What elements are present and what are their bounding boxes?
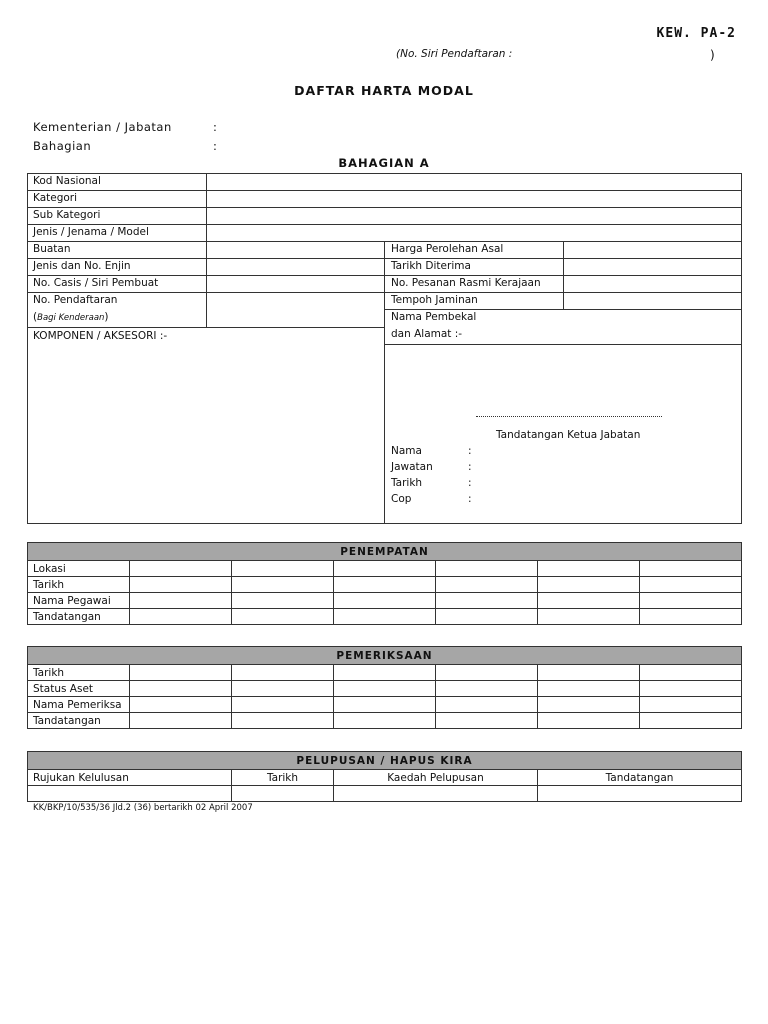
table-header-row bbox=[28, 770, 742, 786]
cell[interactable] bbox=[640, 593, 742, 609]
cell[interactable] bbox=[538, 561, 640, 577]
sub-kategori-label: Sub Kategori bbox=[33, 209, 101, 221]
sig-cop-colon: : bbox=[468, 493, 472, 505]
cell[interactable] bbox=[538, 713, 640, 729]
cell[interactable] bbox=[538, 786, 742, 802]
form-code: KEW. PA-2 bbox=[656, 26, 736, 41]
cell[interactable] bbox=[232, 713, 334, 729]
divider bbox=[28, 327, 384, 328]
cell[interactable] bbox=[538, 593, 640, 609]
table-row bbox=[28, 697, 742, 713]
siri-close-paren: ) bbox=[710, 48, 715, 62]
sig-jawatan-label: Jawatan bbox=[391, 461, 433, 473]
pembekal-label: Nama Pembekal bbox=[391, 311, 477, 323]
cell[interactable] bbox=[334, 561, 436, 577]
cell[interactable] bbox=[334, 697, 436, 713]
pelupusan-table bbox=[27, 751, 742, 802]
cell[interactable] bbox=[436, 593, 538, 609]
sig-nama-colon: : bbox=[468, 445, 472, 457]
cell[interactable] bbox=[130, 561, 232, 577]
cell[interactable] bbox=[334, 577, 436, 593]
cell[interactable] bbox=[538, 577, 640, 593]
kementerian-colon: : bbox=[213, 120, 217, 134]
cell[interactable] bbox=[640, 713, 742, 729]
bagi-kenderaan-note: (Bagi Kenderaan) bbox=[33, 311, 109, 323]
enjin-label: Jenis dan No. Enjin bbox=[33, 260, 131, 272]
cell[interactable] bbox=[436, 561, 538, 577]
tarikh-diterima-label: Tarikh Diterima bbox=[391, 260, 471, 272]
divider bbox=[563, 241, 564, 309]
divider bbox=[28, 224, 741, 225]
section-a-title: BAHAGIAN A bbox=[338, 156, 430, 170]
cell[interactable] bbox=[436, 713, 538, 729]
alamat-label: dan Alamat :- bbox=[391, 328, 463, 340]
pendaftaran-label: No. Pendaftaran bbox=[33, 294, 118, 306]
buatan-label: Buatan bbox=[33, 243, 71, 255]
row-label: Tandatangan bbox=[28, 609, 130, 625]
cell[interactable] bbox=[334, 681, 436, 697]
casis-label: No. Casis / Siri Pembuat bbox=[33, 277, 159, 289]
col-tarikh: Tarikh bbox=[232, 770, 334, 786]
pemeriksaan-title: PEMERIKSAAN bbox=[28, 647, 742, 665]
cell[interactable] bbox=[538, 697, 640, 713]
divider bbox=[384, 309, 741, 310]
sig-jawatan-colon: : bbox=[468, 461, 472, 473]
pesanan-label: No. Pesanan Rasmi Kerajaan bbox=[391, 277, 541, 289]
cell[interactable] bbox=[130, 577, 232, 593]
cell[interactable] bbox=[334, 713, 436, 729]
sig-tarikh-colon: : bbox=[468, 477, 472, 489]
cell[interactable] bbox=[640, 561, 742, 577]
signature-caption: Tandatangan Ketua Jabatan bbox=[496, 429, 641, 441]
cell[interactable] bbox=[640, 577, 742, 593]
footer-reference: KK/BKP/10/535/36 Jld.2 (36) bertarikh 02 April 2007 bbox=[33, 803, 253, 813]
jenis-model-label: Jenis / Jenama / Model bbox=[33, 226, 149, 238]
cell[interactable] bbox=[334, 593, 436, 609]
col-rujukan: Rujukan Kelulusan bbox=[28, 770, 232, 786]
table-row bbox=[28, 577, 742, 593]
section-a-form bbox=[27, 173, 742, 524]
cell[interactable] bbox=[538, 681, 640, 697]
cell[interactable] bbox=[130, 697, 232, 713]
cell[interactable] bbox=[334, 609, 436, 625]
penempatan-table bbox=[27, 542, 742, 625]
divider bbox=[28, 207, 741, 208]
row-label: Nama Pegawai bbox=[28, 593, 130, 609]
cell[interactable] bbox=[232, 609, 334, 625]
table-row bbox=[28, 786, 742, 802]
cell[interactable] bbox=[130, 665, 232, 681]
row-label: Nama Pemeriksa bbox=[28, 697, 130, 713]
cell[interactable] bbox=[436, 665, 538, 681]
cell[interactable] bbox=[130, 593, 232, 609]
cell[interactable] bbox=[640, 609, 742, 625]
komponen-label: KOMPONEN / AKSESORI :- bbox=[33, 330, 168, 342]
bagi-kenderaan-text: Bagi Kenderaan bbox=[37, 313, 105, 323]
row-label: Status Aset bbox=[28, 681, 130, 697]
cell[interactable] bbox=[436, 681, 538, 697]
sig-nama-label: Nama bbox=[391, 445, 422, 457]
cell[interactable] bbox=[436, 609, 538, 625]
page-title: DAFTAR HARTA MODAL bbox=[294, 83, 474, 98]
table-row bbox=[28, 681, 742, 697]
kategori-label: Kategori bbox=[33, 192, 78, 204]
cell[interactable] bbox=[640, 665, 742, 681]
cell[interactable] bbox=[28, 786, 232, 802]
cell[interactable] bbox=[334, 786, 538, 802]
cell[interactable] bbox=[436, 697, 538, 713]
cell[interactable] bbox=[130, 681, 232, 697]
table-row bbox=[28, 561, 742, 577]
cell[interactable] bbox=[130, 609, 232, 625]
sig-tarikh-label: Tarikh bbox=[391, 477, 423, 489]
kod-nasional-label: Kod Nasional bbox=[33, 175, 101, 187]
bahagian-colon: : bbox=[213, 139, 217, 153]
table-row bbox=[28, 665, 742, 681]
divider bbox=[384, 344, 741, 345]
cell[interactable] bbox=[232, 665, 334, 681]
row-label: Tarikh bbox=[28, 577, 130, 593]
cell[interactable] bbox=[538, 609, 640, 625]
divider bbox=[28, 190, 741, 191]
harga-label: Harga Perolehan Asal bbox=[391, 243, 504, 255]
cell[interactable] bbox=[232, 681, 334, 697]
table-row bbox=[28, 609, 742, 625]
penempatan-title: PENEMPATAN bbox=[28, 543, 742, 561]
col-tandatangan: Tandatangan bbox=[538, 770, 742, 786]
jaminan-label: Tempoh Jaminan bbox=[391, 294, 478, 306]
pemeriksaan-table bbox=[27, 646, 742, 729]
sig-cop-label: Cop bbox=[391, 493, 412, 505]
cell[interactable] bbox=[640, 681, 742, 697]
signature-line bbox=[476, 416, 662, 417]
cell[interactable] bbox=[232, 593, 334, 609]
bahagian-label: Bahagian bbox=[33, 139, 92, 153]
kementerian-label: Kementerian / Jabatan bbox=[33, 120, 172, 134]
cell[interactable] bbox=[232, 786, 334, 802]
cell[interactable] bbox=[334, 665, 436, 681]
cell[interactable] bbox=[640, 697, 742, 713]
siri-pendaftaran-label: (No. Siri Pendaftaran : bbox=[396, 48, 513, 60]
cell[interactable] bbox=[232, 577, 334, 593]
col-kaedah: Kaedah Pelupusan bbox=[334, 770, 538, 786]
table-row bbox=[28, 713, 742, 729]
row-label: Tandatangan bbox=[28, 713, 130, 729]
row-label: Tarikh bbox=[28, 665, 130, 681]
table-row bbox=[28, 593, 742, 609]
cell[interactable] bbox=[232, 561, 334, 577]
cell[interactable] bbox=[436, 577, 538, 593]
cell[interactable] bbox=[232, 697, 334, 713]
divider bbox=[206, 174, 207, 327]
pelupusan-title: PELUPUSAN / HAPUS KIRA bbox=[28, 752, 742, 770]
divider bbox=[384, 241, 385, 523]
cell[interactable] bbox=[538, 665, 640, 681]
cell[interactable] bbox=[130, 713, 232, 729]
row-label: Lokasi bbox=[28, 561, 130, 577]
